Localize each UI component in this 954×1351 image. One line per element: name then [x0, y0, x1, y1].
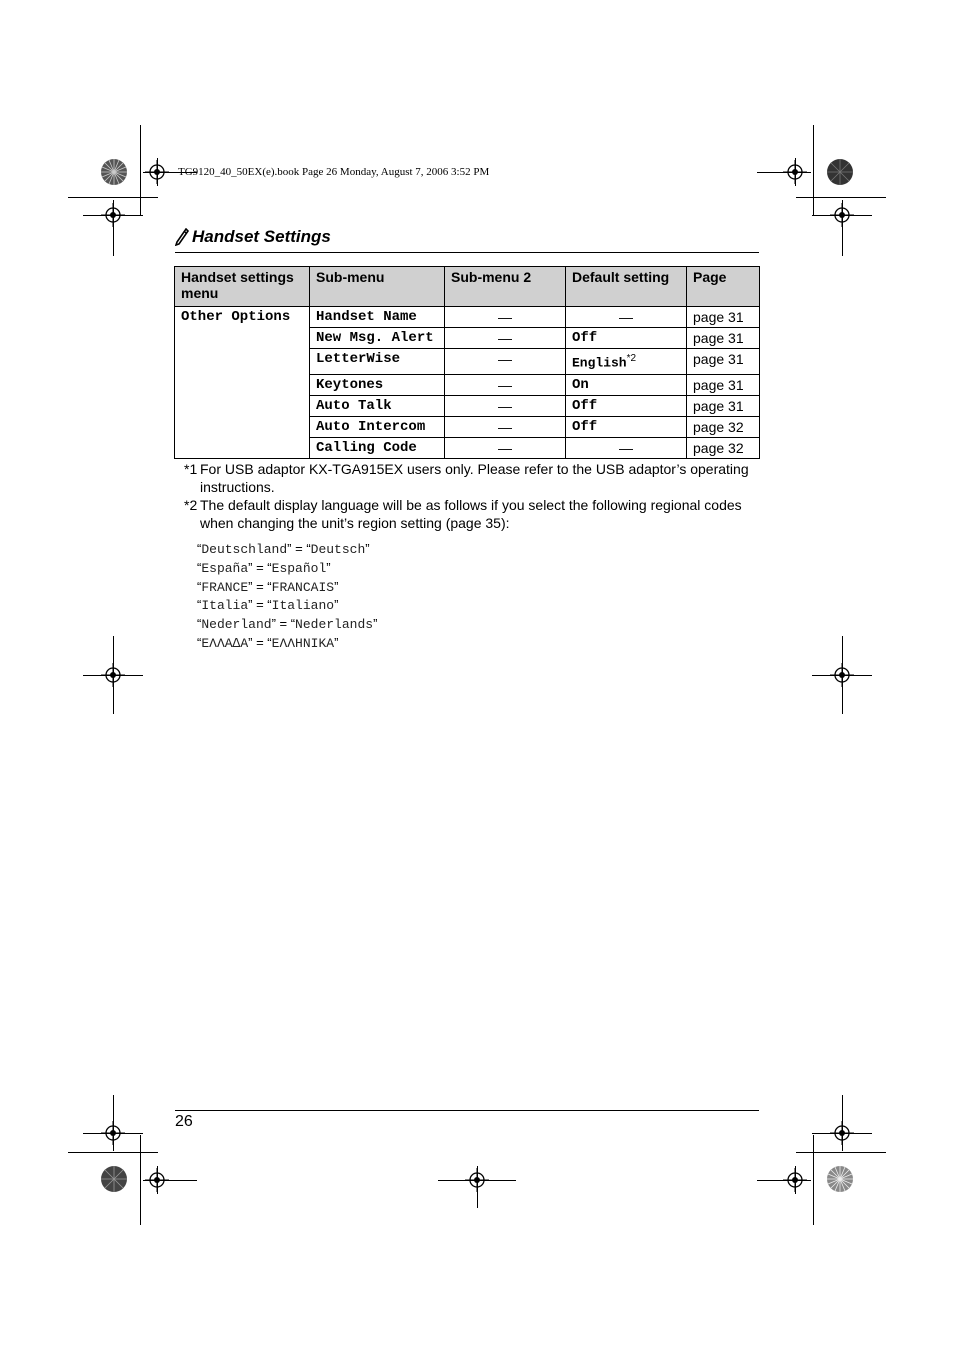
default-cell: Off — [566, 416, 687, 437]
language-name: FRANCAIS — [271, 579, 335, 595]
registration-target-icon — [101, 203, 125, 227]
pen-icon — [175, 228, 189, 246]
submenu2-cell: — — [445, 374, 566, 395]
submenu-cell: New Msg. Alert — [310, 328, 445, 349]
registration-target-icon — [101, 1121, 125, 1145]
footnote — [184, 496, 759, 532]
default-cell: Off — [566, 328, 687, 349]
registration-target-icon — [783, 160, 807, 184]
menu-cell: Other Options — [175, 307, 310, 459]
registration-target-icon — [830, 203, 854, 227]
page-cell: page 31 — [687, 374, 760, 395]
registration-target-icon — [465, 1168, 489, 1192]
language-name: Deutsch — [310, 542, 366, 557]
submenu2-cell: — — [445, 437, 566, 458]
footnote — [184, 460, 759, 496]
region-code: Deutschland — [201, 542, 288, 557]
column-header: Sub-menu 2 — [445, 267, 566, 307]
submenu-cell: Keytones — [310, 374, 445, 395]
submenu-cell: Handset Name — [310, 307, 445, 328]
starburst-target-icon — [100, 158, 128, 186]
default-value: English — [572, 355, 627, 371]
footnote-text: For USB adaptor KX-TGA915EX users only. Please refer to the USB adaptor’s operating instructions. — [200, 461, 749, 495]
section-title-text: Handset Settings — [192, 227, 331, 246]
list-item: “FRANCE” = “FRANCAIS” — [197, 578, 339, 595]
region-code: Italia — [201, 598, 249, 614]
table-row — [175, 307, 760, 328]
footnote-ref: *2 — [626, 353, 637, 364]
submenu2-cell: — — [445, 349, 566, 375]
list-item: “Nederland” = “Nederlands” — [197, 616, 378, 633]
region-language-list — [197, 540, 377, 653]
page-cell: page 31 — [687, 307, 760, 328]
registration-target-icon — [145, 1168, 169, 1192]
page-cell: page 31 — [687, 328, 760, 349]
footnote-mark: *2 — [184, 497, 198, 513]
list-item: “España” = “Español” — [197, 559, 331, 576]
submenu2-cell: — — [445, 416, 566, 437]
starburst-target-icon — [100, 1165, 128, 1193]
column-header: Default setting — [566, 267, 687, 307]
language-name: ΕΛΛΗΝΙΚΑ — [271, 635, 335, 651]
page-cell: page 31 — [687, 395, 760, 416]
region-code: ΕΛΛΑ∆Α — [201, 635, 249, 651]
submenu-cell: Auto Intercom — [310, 416, 445, 437]
page-cell: page 32 — [687, 437, 760, 458]
submenu-cell: Auto Talk — [310, 395, 445, 416]
list-item: “Italia” = “Italiano” — [197, 597, 339, 614]
language-name: Español — [271, 560, 327, 576]
language-name: Nederlands — [295, 617, 374, 633]
column-header: Handset settings menu — [175, 267, 310, 307]
submenu-cell: Calling Code — [310, 437, 445, 458]
starburst-target-icon — [826, 158, 854, 186]
list-item: “Deutschland” = “Deutsch” — [197, 541, 370, 557]
registration-target-icon — [830, 1121, 854, 1145]
submenu2-cell: — — [445, 395, 566, 416]
footer-divider — [175, 1110, 759, 1111]
registration-target-icon — [101, 663, 125, 687]
table-header-row — [175, 267, 760, 307]
default-cell: — — [566, 437, 687, 458]
footnote-text: The default display language will be as follows if you select the following regional codes when changing the unit’s region setting (page 35): — [200, 497, 742, 531]
region-code: FRANCE — [201, 579, 249, 595]
column-header: Page — [687, 267, 760, 307]
starburst-target-icon — [826, 1165, 854, 1193]
section-divider — [175, 252, 759, 253]
default-cell: On — [566, 374, 687, 395]
page-cell: page 32 — [687, 416, 760, 437]
settings-table — [174, 266, 760, 459]
footnotes — [184, 460, 759, 532]
registration-target-icon — [145, 160, 169, 184]
column-header: Sub-menu — [310, 267, 445, 307]
submenu2-cell: — — [445, 328, 566, 349]
print-slug: TG9120_40_50EX(e).book Page 26 Monday, August 7, 2006 3:52 PM — [178, 166, 490, 178]
language-name: Italiano — [271, 598, 335, 614]
submenu2-cell: — — [445, 307, 566, 328]
registration-target-icon — [783, 1168, 807, 1192]
list-item: “ΕΛΛΑ∆Α” = “ΕΛΛΗΝΙΚΑ” — [197, 634, 339, 651]
default-cell — [566, 349, 687, 375]
page-cell: page 31 — [687, 349, 760, 375]
default-cell: — — [566, 307, 687, 328]
submenu-cell: LetterWise — [310, 349, 445, 375]
footnote-mark: *1 — [184, 461, 198, 477]
registration-target-icon — [830, 663, 854, 687]
section-title — [175, 227, 331, 247]
region-code: Nederland — [201, 617, 272, 633]
region-code: España — [201, 560, 249, 576]
default-cell: Off — [566, 395, 687, 416]
page-number: 26 — [175, 1113, 193, 1130]
